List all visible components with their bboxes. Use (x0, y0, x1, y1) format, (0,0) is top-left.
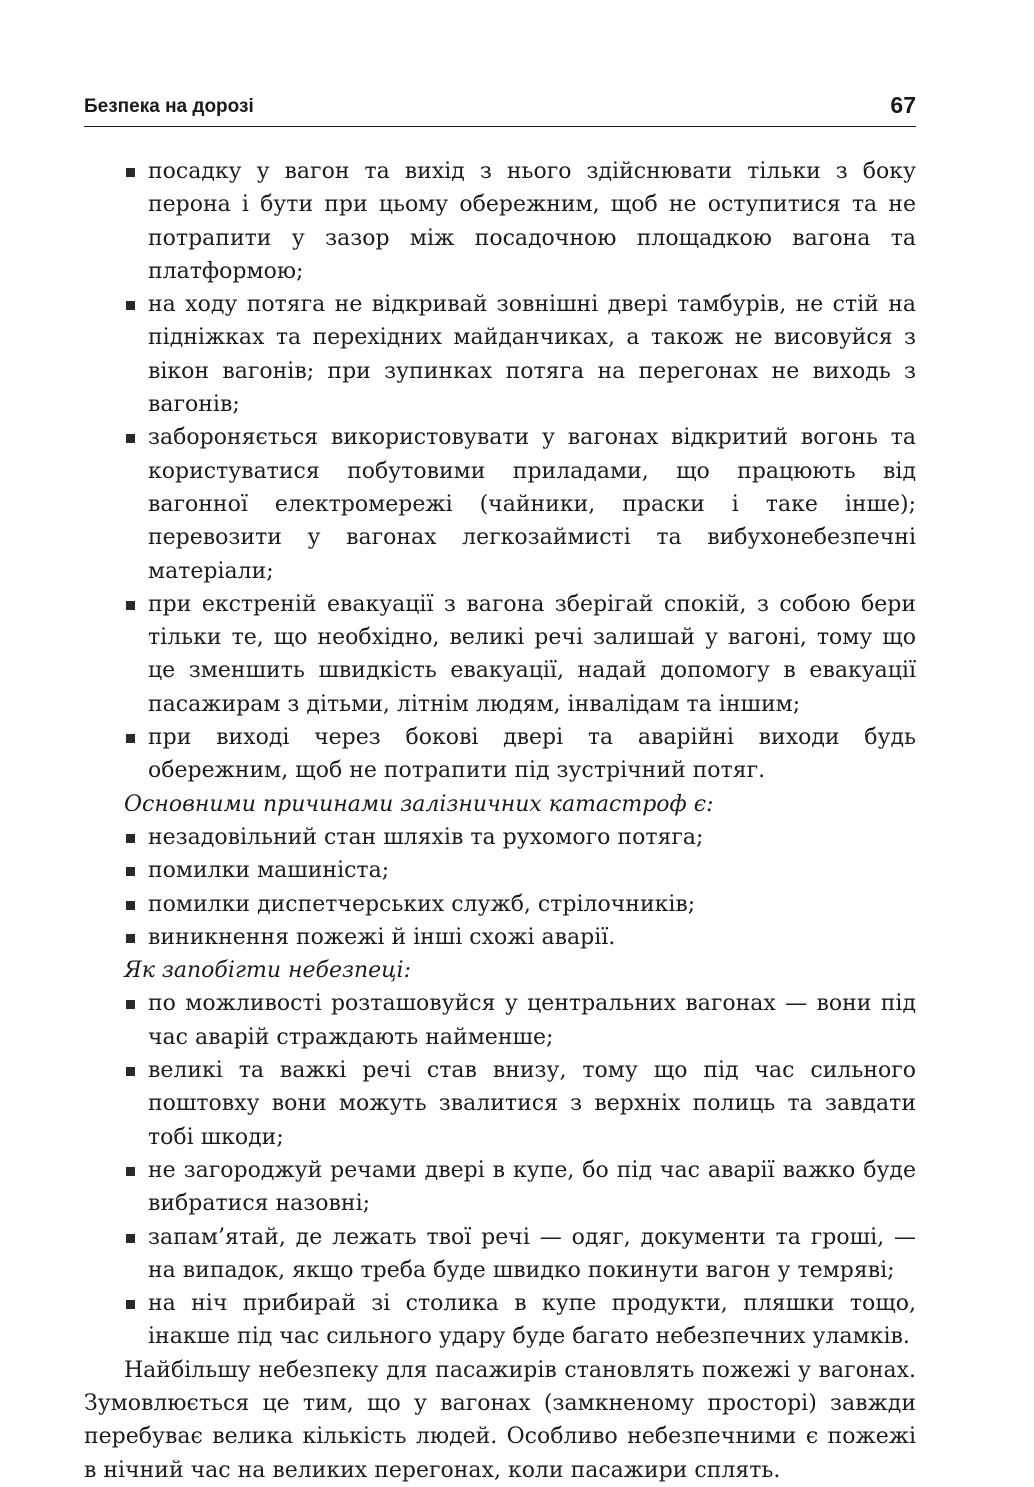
prevention-heading: Як запобігти небезпеці: (124, 958, 411, 984)
list-item: незадовільний стан шляхів та рухомого потяга; (84, 821, 916, 854)
closing-paragraph: Найбільшу небезпеку для пасажирів становлять пожежі у вагонах. Зумовлюється це тим, що у вагонах (замкненому просторі) завжди перебуває велика кількість людей. Особливо небезпечними є пожежі в нічний час на великих перегонах, коли пасажири сплять. (84, 1357, 916, 1483)
safety-rules-list (84, 155, 916, 788)
list-item: посадку у вагон та вихід з нього здійснювати тільки з боку перона і бути при цьому обережним, щоб не оступитися та не потрапити у зазор між посадочною площадкою вагона та платформою; (84, 155, 916, 288)
list-item: при виході через бокові двері та аварійні виходи будь обережним, щоб не потрапити під зустрічний потяг. (84, 721, 916, 788)
chapter-title: Безпека на дорозі (84, 96, 254, 117)
list-item: по можливості розташовуйся у центральних вагонах — вони під час аварій страждають найменше; (84, 987, 916, 1054)
prevention-list (84, 987, 916, 1353)
causes-heading: Основними причинами залізничних катастроф є: (124, 791, 714, 817)
list-item: не загороджуй речами двері в купе, бо під час аварії важко буде вибратися назовні; (84, 1154, 916, 1221)
list-item: помилки машиніста; (84, 854, 916, 887)
list-item: на ніч прибирай зі столика в купе продукти, пляшки тощо, інакше під час сильного удару буде багато небезпечних уламків. (84, 1287, 916, 1354)
page-body (84, 155, 916, 1487)
list-item: на ходу потяга не відкривай зовнішні двері тамбурів, не стій на підніжках та перехідних майданчиках, а також не висовуйся з вікон вагонів; при зупинках потяга на перегонах не виходь з вагонів; (84, 288, 916, 421)
page-number: 67 (890, 92, 916, 118)
list-item: забороняється використовувати у вагонах відкритий вогонь та користуватися побутовими приладами, що працюють від вагонної електромережі (чайники, праски і таке інше); перевозити у вагонах легкозаймисті та вибухонебезпечні матеріали; (84, 421, 916, 587)
list-item: виникнення пожежі й інші схожі аварії. (84, 921, 916, 954)
causes-list (84, 821, 916, 954)
list-item: помилки диспетчерських служб, стрілочників; (84, 888, 916, 921)
list-item: запам’ятай, де лежать твої речі — одяг, документи та гроші, — на випадок, якщо треба буде швидко покинути вагон у темряві; (84, 1221, 916, 1288)
running-header (84, 92, 916, 127)
list-item: великі та важкі речі став внизу, тому що під час сильного поштовху вони можуть звалитися з верхніх полиць та завдати тобі шкоди; (84, 1054, 916, 1154)
list-item: при екстреній евакуації з вагона зберігай спокій, з собою бери тільки те, що необхідно, великі речі залишай у вагоні, тому що це зменшить швидкість евакуації, надай допомогу в евакуації пасажирам з дітьми, літнім людям, інвалідам та іншим; (84, 588, 916, 721)
